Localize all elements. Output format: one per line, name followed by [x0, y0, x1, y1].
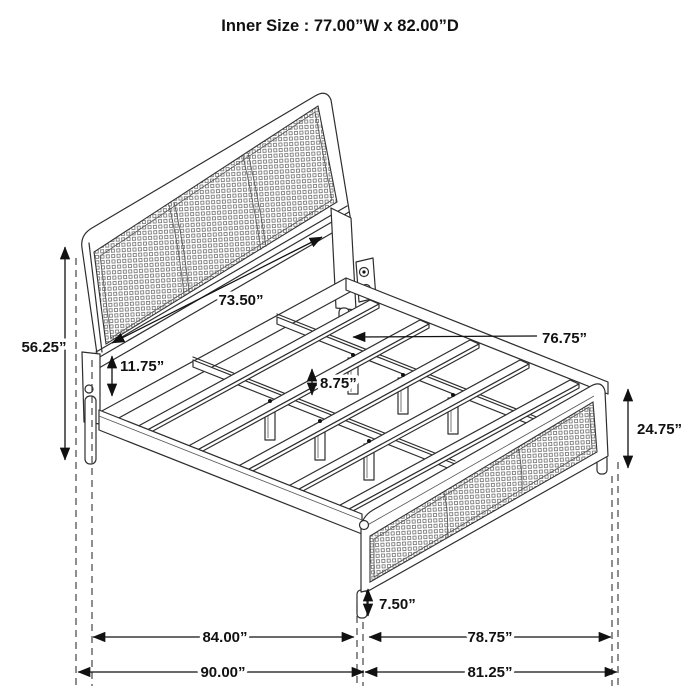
- dim-label-slat-rail: 76.75”: [542, 330, 588, 347]
- dim-label-overall-depth: 90.00”: [200, 664, 246, 681]
- dim-label-rail-height: 11.75”: [120, 358, 165, 375]
- dim-label-support-leg: 8.75”: [320, 375, 357, 392]
- bracket-screw-top: [362, 270, 365, 273]
- dim-label-frame-length: 84.00”: [202, 629, 248, 646]
- footboard: [357, 384, 608, 618]
- dim-label-footboard-clearance: 7.50”: [379, 596, 416, 613]
- footboard-front-leg: [357, 590, 367, 618]
- dim-label-inner-width: 78.75”: [467, 629, 513, 646]
- footboard-corner-peg: [360, 521, 369, 530]
- dim-label-footboard-height: 24.75”: [637, 421, 683, 438]
- dim-label-headboard-width: 73.50”: [218, 292, 264, 309]
- dim-label-overall-width: 81.25”: [467, 664, 513, 681]
- dim-label-headboard-height: 56.25”: [21, 339, 67, 356]
- inner-size-title: Inner Size : 77.00”W x 82.00”D: [221, 17, 459, 35]
- dim-leader-slat-rail: [353, 336, 537, 337]
- headboard-left-foot: [85, 396, 96, 464]
